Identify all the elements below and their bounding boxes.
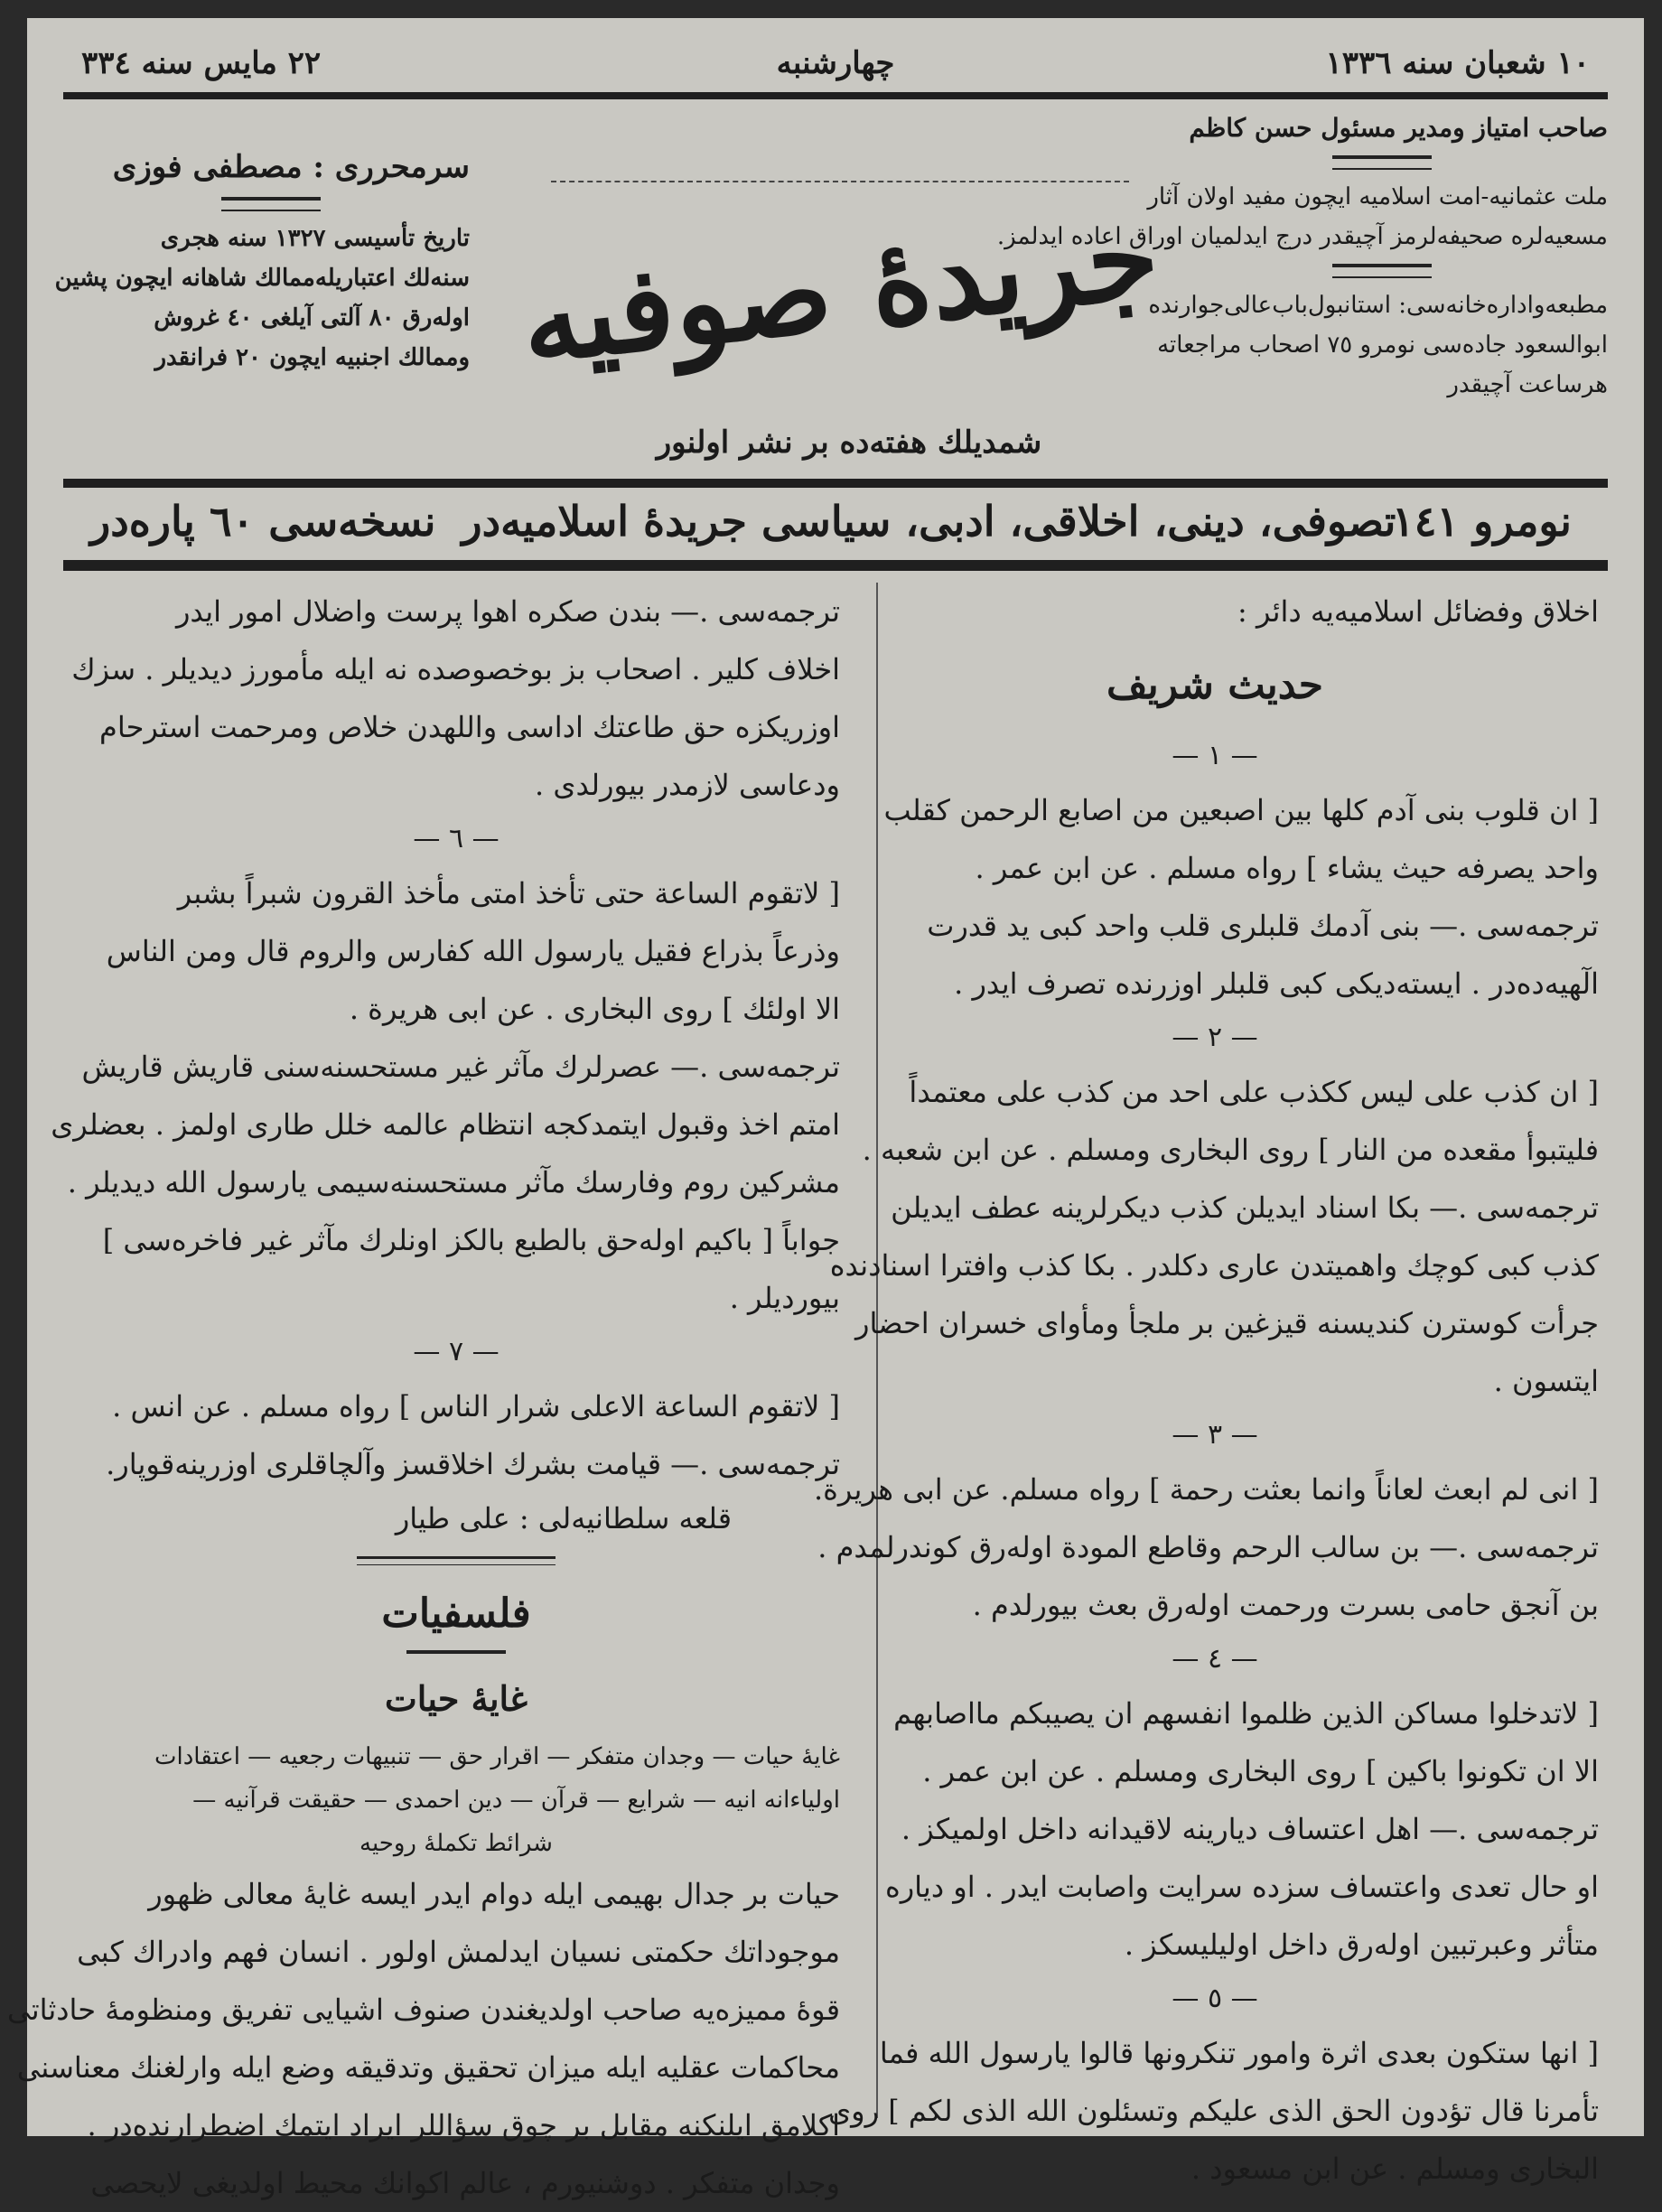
hadith-line: ترجمه‌سی .— بكا اسناد ايديلن كذب ديكرلرينه عطف ايديلن xyxy=(891,1190,1599,1225)
left-column xyxy=(7,583,840,2200)
hadith-line: [ لاتقوم الساعة حتی تأخذ امتی مأخذ القرون شبراً بشبر xyxy=(177,876,840,910)
header-publisher-info xyxy=(996,108,1608,405)
hadith-line: ايتسون . xyxy=(1493,1364,1599,1398)
weekday: چهارشنبه xyxy=(776,45,895,81)
section-lead: اخلاق وفضائل اسلاميه‌يه دائر : xyxy=(1237,594,1599,629)
owner-line: صاحب امتياز ومدير مسئول حسن كاظم xyxy=(1189,113,1608,143)
hadith-number: — ٧ — xyxy=(413,1336,500,1367)
masthead-subtitle: شمديلك هفته‌ده بر نشر اولنور xyxy=(656,425,1042,461)
abstract-line: غايهٔ حيات — وجدان متفكر — اقرار حق — تنبيهات رجعيه — اعتقادات xyxy=(154,1743,840,1770)
hadith-line: [ ان كذب علی ليس ككذب علی احد من كذب علی معتمداً xyxy=(909,1075,1599,1109)
hadith-line: امتم اخذ وقبول ايتمدكجه انتظام عالمه خلل طاری اولمز . بعضلری xyxy=(51,1107,840,1142)
ornament-divider xyxy=(221,197,321,211)
hadith-line: ترجمه‌سی .— بن سالب الرحم وقاطع المودة اوله‌رق كوندرلمدم . xyxy=(817,1530,1599,1564)
article-line: قوه‌ٔ مميزه‌يه صاحب اولديغندن صنوف اشيايی تفريق ومنظومهٔ حادثاتی xyxy=(7,1993,840,2027)
hadith-line: ترجمه‌سی .— عصرلرك مآثر غير مستحسنه‌سنی قاريش قاريش xyxy=(81,1050,840,1084)
hadith-line: متأثر وعبرتبين اوله‌رق داخل اوليليسكز . xyxy=(1124,1927,1599,1962)
top-rule xyxy=(63,92,1608,99)
address-line: هرساعت آچيقدر xyxy=(1447,371,1608,398)
hadith-line: [ لاتدخلوا مساكن الذين ظلموا انفسهم ان يصيبكم مااصابهم xyxy=(893,1696,1599,1731)
hadith-line: بيورديلر . xyxy=(729,1281,840,1315)
header-subscription-info xyxy=(54,145,470,378)
signature: قلعه‌ سلطانيه‌لی : علی طيار xyxy=(395,1501,732,1535)
hadith-line: بن آنجق حامی بسرت ورحمت اولەرق بعث بيورلدم . xyxy=(972,1588,1599,1622)
subscription-line: وممالك اجنبيه ايچون ٢٠ فرانقدر xyxy=(154,344,470,371)
masthead xyxy=(497,154,1183,425)
hadith-line: وذرعاً بذراع فقيل يارسول الله كفارس والروم قال ومن الناس xyxy=(106,934,840,968)
article-line: حيات بر جدال بهيمی ايله دوام ايدر ايسه غايهٔ معالی ظهور xyxy=(148,1877,840,1911)
translation-line: اخلاف كلير . اصحاب بز بوخصوصده نه ايله مأمورز ديديلر . سزك xyxy=(71,652,840,686)
hadith-number: — ١ — xyxy=(1172,740,1258,771)
section-heading: حديث شريف xyxy=(1106,662,1323,708)
dateline xyxy=(81,45,1590,90)
translation-line: ودعاسی لازمدر بيورلدی . xyxy=(535,768,840,802)
hadith-number: — ٥ — xyxy=(1172,1983,1258,2014)
hadith-line: ترجمه‌سی .— بنی آدمك قلبلری قلب واحد كبی يد قدرت xyxy=(927,909,1599,943)
ornament-divider xyxy=(1332,155,1432,170)
hadith-line: [ ان قلوب بنی آدم كلها بين اصبعين من اصابع الرحمن كقلب xyxy=(883,793,1599,827)
address-line: مطبعه‌وادارەخانەسی: استانبول‌باب‌عالی‌جوارنده xyxy=(1148,292,1608,319)
section-title: فلسفيات xyxy=(381,1591,531,1637)
hijri-date: ١٠ شعبان سنه ١٣٣٦ xyxy=(1325,45,1590,81)
notice-line: ملت عثمانيه-امت اسلاميه ايچون مفيد اولان آثار xyxy=(1147,183,1608,210)
abstract-line: اولياءانه انيه — شرايع — قرآن — دين احمدی — حقيقت قرآنيه — xyxy=(192,1787,840,1814)
article-line: وجدان متفكر . دوشنيورم ، عالم اكوانك محيط اولديغی لايحصی xyxy=(90,2166,840,2200)
hadith-line: البخاری ومسلم . عن ابن مسعود . xyxy=(1190,2151,1599,2186)
hadith-line: فليتبوأ مقعده من النار ] روی البخاری ومسلم . عن ابن شعبه . xyxy=(862,1133,1599,1167)
hadith-line: جواباً [ باكيم اوله‌حق بالطبع بالكز اونلرك مآثر غير فاخره‌سی ] xyxy=(102,1223,840,1257)
hadith-line: مشركين روم وفارسك مآثر مستحسنه‌سيمی يارسول الله ديديلر . xyxy=(67,1165,840,1199)
subscription-line: تاريخ تأسيسی ١٣٢٧ سنه هجری xyxy=(160,225,470,252)
hadith-line: تأمرنا قال تؤدون الحق الذی عليكم وتسئلون الله الذی لكم ] روی xyxy=(828,2094,1599,2128)
band-bottom-rule xyxy=(63,560,1608,571)
subscription-line: اولەرق ٨٠ آلتی آيلغی ٤٠ غروش xyxy=(154,304,470,331)
band-top-rule xyxy=(63,479,1608,488)
title-underline xyxy=(406,1650,506,1654)
abstract-line: شرائط تكملهٔ روحيه xyxy=(359,1830,553,1857)
hadith-line: [ لاتقوم الساعة الاعلی شرار الناس ] رواه مسلم . عن انس . xyxy=(112,1389,840,1423)
translation-line: اوزريكزه حق طاعتك اداسی واللهدن خلاص ومرحمت استرحام xyxy=(99,710,840,744)
article-line: اكلامق ايلنكنه مقابل بر چوق سؤاللر ايراد ايتمك اضطرارنده‌در . xyxy=(87,2108,840,2142)
hadith-line: ترجمه‌سی .— قيامت بشرك اخلاقسز وآلچاقلری اوزرينه‌قوپار. xyxy=(106,1447,840,1481)
hadith-line: جرأت كوسترن كنديسنه قيزغين بر ملجأ ومأوای خسران احضار xyxy=(855,1306,1599,1340)
hadith-number: — ٣ — xyxy=(1172,1419,1258,1451)
motto: تصوفی، دينی، اخلاقی، ادبی، سياسی جريدهٔ اسلاميه‌در xyxy=(462,497,1396,546)
hadith-line: واحد يصرفه حيث يشاء ] رواه مسلم . عن ابن عمر . xyxy=(975,851,1599,885)
issue-number: نومرو ١٤١ xyxy=(1392,497,1572,546)
hadith-number: — ٢ — xyxy=(1172,1022,1258,1053)
hadith-line: الا اولئك ] روی البخاری . عن ابی هريرة . xyxy=(349,992,840,1026)
motto-band xyxy=(63,488,1608,560)
subscription-line: سنه‌لك اعتباريله‌ممالك شاهانه ايچون پشين xyxy=(54,265,470,292)
address-line: ابوالسعود جاده‌سی نومرو ٧٥ اصحاب مراجعاته xyxy=(1157,331,1608,359)
article-line: محاكمات عقليه ايله ميزان تحقيق وتدقيقه وضع ايله وارلغنك معناسنی xyxy=(16,2050,840,2085)
masthead-title: جريدهٔ صوفيه xyxy=(515,188,1165,390)
ornament-divider xyxy=(357,1556,556,1565)
hadith-line: او حال تعدی واعتساف سزده سرايت واصابت ايدر . او دياره xyxy=(884,1870,1599,1904)
right-column xyxy=(813,583,1599,2186)
hadith-line: الا ان تكونوا باكين ] روی البخاری ومسلم . عن ابن عمر . xyxy=(922,1754,1599,1788)
hadith-line: الٓهيه‌ده‌در . ايسته‌ديكی كبی قلبلر اوزرنده تصرف ايدر . xyxy=(954,966,1599,1001)
editor-line: سرمحرری : مصطفی فوزی xyxy=(112,149,470,185)
translation-line: ترجمه‌سی .— بندن صكره اهوا پرست واضلال امور ايدر xyxy=(175,594,840,629)
rumi-date: ٢٢ مايس سنه ٣٣٤ xyxy=(81,45,322,81)
price: نسخه‌سی ٦٠ پاره‌در xyxy=(90,497,436,546)
hadith-line: ترجمه‌سی .— اهل اعتساف ديارينه لاقيدانه داخل اولميكز . xyxy=(901,1812,1599,1846)
ornament-divider xyxy=(1332,264,1432,278)
article-title: غايهٔ حيات xyxy=(385,1678,528,1719)
hadith-line: [ انها ستكون بعدى اثرة وامور تنكرونها قالوا يارسول الله فما xyxy=(879,2036,1599,2070)
hadith-number: — ٤ — xyxy=(1172,1643,1258,1675)
hadith-number: — ٦ — xyxy=(413,823,500,854)
hadith-line: كذب كبی كوچك واهميتدن عاری دكلدر . بكا كذب وافترا اسنادنده xyxy=(829,1248,1599,1283)
notice-line: مسعيه‌لره صحيفه‌لرمز آچيقدر درج ايدلميان اوراق اعاده ايدلمز. xyxy=(996,223,1608,250)
newspaper-page xyxy=(7,18,1644,2200)
hadith-line: [ انی لم ابعث لعاناً وانما بعثت رحمة ] رواه مسلم. عن ابی هريرة. xyxy=(813,1472,1599,1507)
article-line: موجوداتك حكمتی نسيان ايدلمش اولور . انسان فهم وادراك كبی xyxy=(77,1935,840,1969)
